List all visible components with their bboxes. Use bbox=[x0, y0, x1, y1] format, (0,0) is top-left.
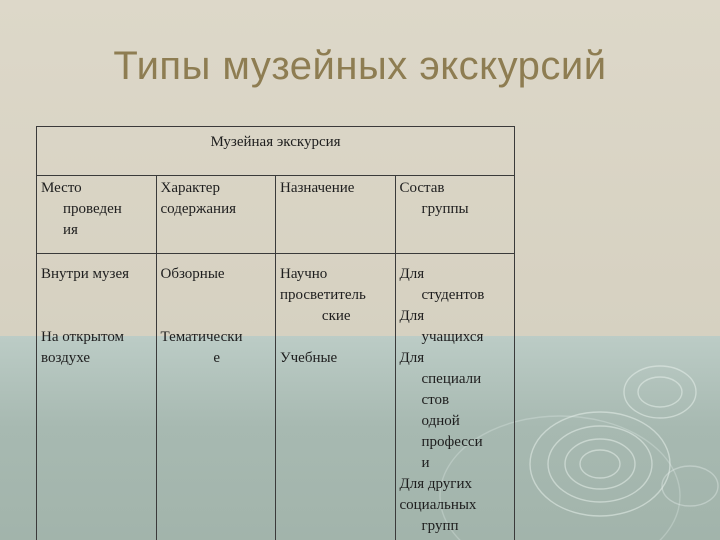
group-item-line: Для bbox=[399, 266, 425, 282]
column-header-place bbox=[37, 176, 157, 254]
group-item-line: стов bbox=[421, 392, 450, 408]
group-item-line: социальных bbox=[399, 497, 477, 513]
purpose-sci-line: просветитель bbox=[280, 287, 366, 303]
group-item-line: одной bbox=[421, 413, 460, 429]
column-header-group bbox=[395, 176, 515, 254]
purpose-sci-line: Научно bbox=[280, 266, 328, 282]
character-header-line: Характер bbox=[160, 180, 220, 196]
column-header-purpose bbox=[276, 176, 396, 254]
place-inside: Внутри музея bbox=[41, 266, 130, 282]
place-header-line: проведен bbox=[63, 201, 122, 217]
place-outside-line: На открытом bbox=[41, 329, 125, 345]
character-header-line: содержания bbox=[160, 201, 236, 217]
character-cell bbox=[156, 254, 276, 540]
slide-title: Типы музейных экскурсий bbox=[113, 44, 607, 88]
place-cell bbox=[37, 254, 157, 540]
group-header-line: группы bbox=[421, 201, 469, 217]
table-header: Музейная экскурсия bbox=[37, 127, 515, 176]
group-item-line: и bbox=[421, 455, 430, 471]
group-item-line: Для bbox=[399, 308, 425, 324]
spacer bbox=[280, 327, 393, 348]
place-outside-line: воздухе bbox=[41, 350, 91, 366]
character-thematic-line: е bbox=[213, 350, 221, 366]
character-overview: Обзорные bbox=[160, 266, 225, 282]
group-item-line: Для других bbox=[399, 476, 472, 492]
purpose-edu: Учебные bbox=[280, 350, 338, 366]
group-header-line: Состав bbox=[399, 180, 445, 196]
spacer bbox=[161, 285, 274, 327]
spacer bbox=[41, 285, 154, 327]
place-header-line: ия bbox=[63, 222, 78, 238]
group-item-line: специали bbox=[421, 371, 482, 387]
group-item-line: професси bbox=[421, 434, 483, 450]
group-cell bbox=[395, 254, 515, 540]
group-item-line: групп bbox=[421, 518, 459, 534]
purpose-cell bbox=[276, 254, 396, 540]
group-item-line: учащихся bbox=[421, 329, 484, 345]
purpose-sci-line: ские bbox=[321, 308, 351, 324]
character-thematic-line: Тематически bbox=[160, 329, 243, 345]
group-item-line: Для bbox=[399, 350, 425, 366]
group-item-line: студентов bbox=[421, 287, 485, 303]
purpose-header-line: Назначение bbox=[280, 180, 355, 196]
place-header-line: Место bbox=[41, 180, 82, 196]
excursion-table bbox=[36, 126, 515, 540]
column-header-character bbox=[156, 176, 276, 254]
